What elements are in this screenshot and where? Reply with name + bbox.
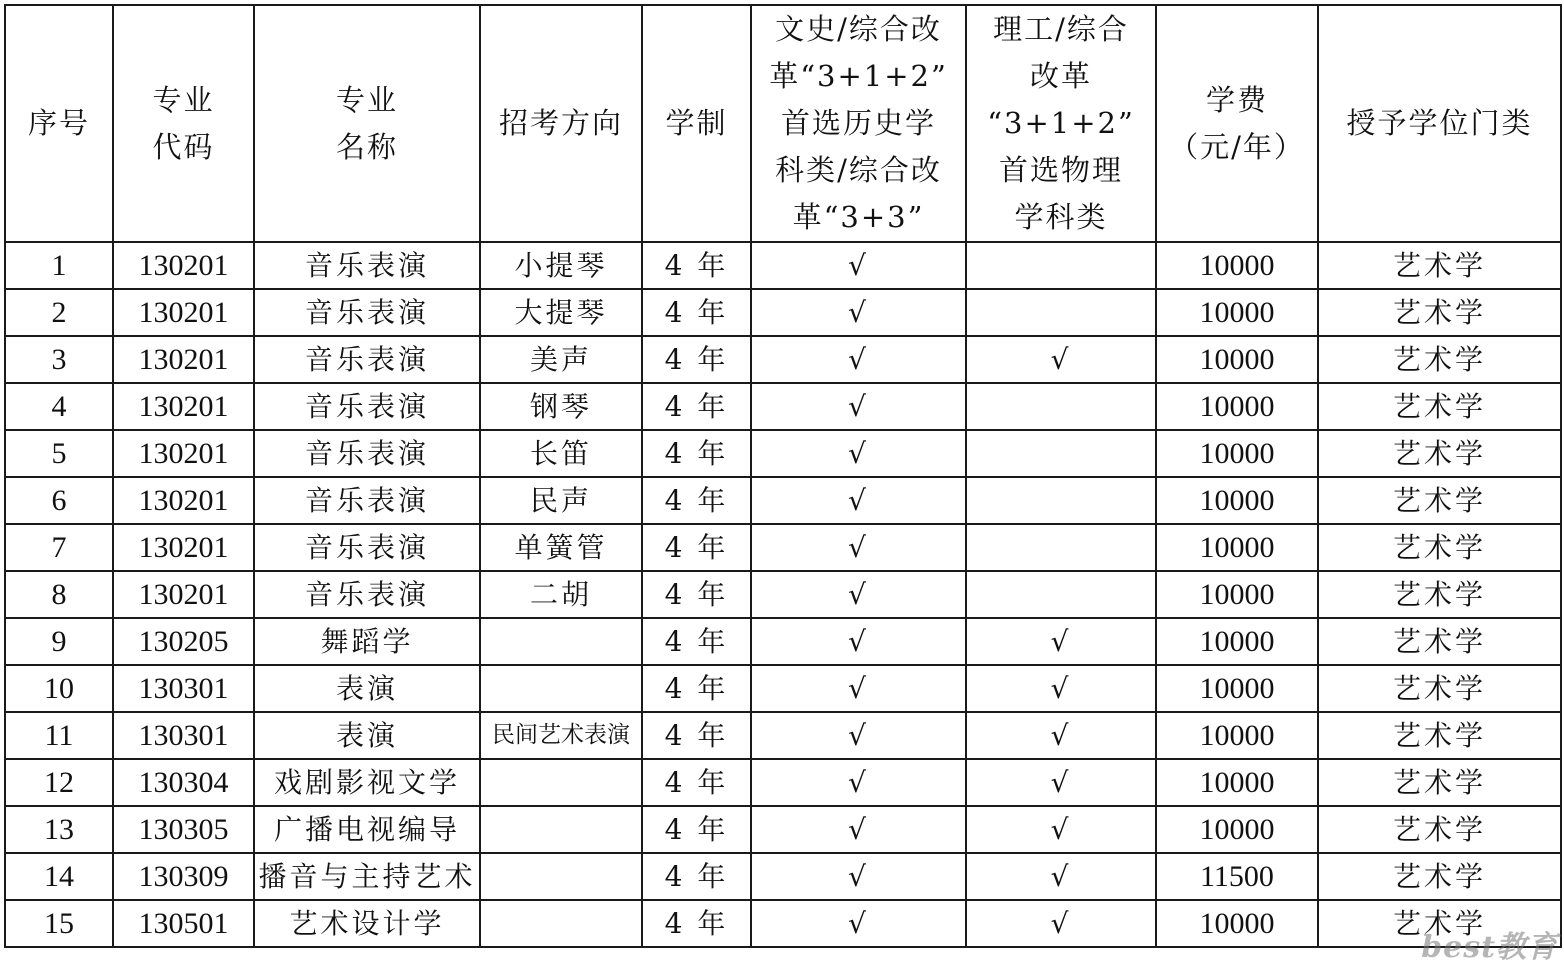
cell-history-check: √ <box>751 712 966 759</box>
cell-name: 戏剧影视文学 <box>254 759 480 806</box>
cell-code: 130201 <box>113 336 254 383</box>
cell-degree: 艺术学 <box>1318 524 1561 571</box>
cell-history-check: √ <box>751 853 966 900</box>
cell-direction <box>480 853 642 900</box>
cell-code: 130201 <box>113 477 254 524</box>
cell-degree: 艺术学 <box>1318 853 1561 900</box>
cell-years: 4 年 <box>642 571 751 618</box>
header-line: 学科类 <box>1014 200 1108 234</box>
cell-code: 130501 <box>113 900 254 947</box>
cell-direction: 美声 <box>480 336 642 383</box>
cell-degree: 艺术学 <box>1318 618 1561 665</box>
cell-direction: 单簧管 <box>480 524 642 571</box>
cell-no: 12 <box>5 759 113 806</box>
header-line: 首选历史学 <box>780 106 936 140</box>
cell-direction <box>480 806 642 853</box>
cell-name: 音乐表演 <box>254 524 480 571</box>
cell-code: 130201 <box>113 289 254 336</box>
table-row <box>5 336 1561 383</box>
table-row <box>5 477 1561 524</box>
cell-years: 4 年 <box>642 853 751 900</box>
cell-fee: 10000 <box>1156 665 1318 712</box>
header-line: 学制 <box>665 106 728 140</box>
cell-physics-check <box>966 524 1156 571</box>
cell-years: 4 年 <box>642 430 751 477</box>
cell-physics-check: √ <box>966 806 1156 853</box>
header-line: 科类/综合改 <box>775 153 942 187</box>
cell-years: 4 年 <box>642 712 751 759</box>
header-line: 招考方向 <box>498 106 623 140</box>
cell-physics-check <box>966 289 1156 336</box>
cell-fee: 10000 <box>1156 477 1318 524</box>
table-row <box>5 383 1561 430</box>
cell-fee: 10000 <box>1156 430 1318 477</box>
cell-no: 2 <box>5 289 113 336</box>
cell-physics-check <box>966 571 1156 618</box>
cell-history-check: √ <box>751 477 966 524</box>
cell-years: 4 年 <box>642 900 751 947</box>
header-name <box>254 5 480 242</box>
cell-direction: 钢琴 <box>480 383 642 430</box>
cell-history-check: √ <box>751 524 966 571</box>
cell-years: 4 年 <box>642 524 751 571</box>
cell-direction <box>480 618 642 665</box>
cell-history-check: √ <box>751 806 966 853</box>
table-row <box>5 853 1561 900</box>
cell-physics-check: √ <box>966 712 1156 759</box>
cell-no: 4 <box>5 383 113 430</box>
cell-years: 4 年 <box>642 665 751 712</box>
header-line: 理工/综合 <box>993 12 1129 46</box>
cell-years: 4 年 <box>642 806 751 853</box>
cell-code: 130309 <box>113 853 254 900</box>
cell-no: 5 <box>5 430 113 477</box>
cell-code: 130201 <box>113 242 254 289</box>
cell-code: 130201 <box>113 524 254 571</box>
header-line: 专业 <box>152 82 215 117</box>
cell-physics-check <box>966 477 1156 524</box>
cell-fee: 10000 <box>1156 900 1318 947</box>
cell-years: 4 年 <box>642 242 751 289</box>
watermark: best教育 <box>1421 930 1558 965</box>
major-table <box>4 4 1562 948</box>
cell-degree: 艺术学 <box>1318 477 1561 524</box>
cell-physics-check <box>966 430 1156 477</box>
header-no <box>5 5 113 242</box>
header-line: 革“3+3” <box>792 200 925 234</box>
cell-code: 130201 <box>113 383 254 430</box>
cell-name: 播音与主持艺术 <box>254 853 480 900</box>
cell-degree: 艺术学 <box>1318 383 1561 430</box>
cell-name: 音乐表演 <box>254 383 480 430</box>
table-row <box>5 524 1561 571</box>
header-line: 专业 <box>335 82 398 117</box>
cell-physics-check: √ <box>966 900 1156 947</box>
cell-no: 9 <box>5 618 113 665</box>
cell-history-check: √ <box>751 430 966 477</box>
cell-direction: 二胡 <box>480 571 642 618</box>
cell-years: 4 年 <box>642 336 751 383</box>
cell-degree: 艺术学 <box>1318 900 1561 947</box>
cell-direction: 长笛 <box>480 430 642 477</box>
header-degree <box>1318 5 1561 242</box>
cell-name: 表演 <box>254 665 480 712</box>
header-line: 文史/综合改 <box>775 12 942 46</box>
cell-code: 130301 <box>113 712 254 759</box>
cell-years: 4 年 <box>642 759 751 806</box>
cell-name: 舞蹈学 <box>254 618 480 665</box>
cell-no: 3 <box>5 336 113 383</box>
cell-direction: 大提琴 <box>480 289 642 336</box>
cell-years: 4 年 <box>642 383 751 430</box>
cell-degree: 艺术学 <box>1318 430 1561 477</box>
cell-years: 4 年 <box>642 477 751 524</box>
header-line: 首选物理 <box>998 153 1123 187</box>
header-line: 授予学位门类 <box>1346 106 1533 140</box>
header-line: 名称 <box>335 129 398 164</box>
cell-no: 6 <box>5 477 113 524</box>
table-row <box>5 430 1561 477</box>
cell-physics-check <box>966 242 1156 289</box>
cell-physics-check: √ <box>966 665 1156 712</box>
cell-history-check: √ <box>751 336 966 383</box>
cell-no: 8 <box>5 571 113 618</box>
table-row <box>5 712 1561 759</box>
header-code <box>113 5 254 242</box>
header-line: （元/年） <box>1169 129 1305 164</box>
cell-history-check: √ <box>751 759 966 806</box>
table-row <box>5 289 1561 336</box>
table-row <box>5 900 1561 947</box>
cell-no: 11 <box>5 712 113 759</box>
cell-code: 130205 <box>113 618 254 665</box>
cell-fee: 10000 <box>1156 571 1318 618</box>
cell-degree: 艺术学 <box>1318 571 1561 618</box>
table-row <box>5 759 1561 806</box>
cell-fee: 10000 <box>1156 289 1318 336</box>
cell-history-check: √ <box>751 383 966 430</box>
header-line: 学费 <box>1205 82 1268 117</box>
cell-name: 音乐表演 <box>254 477 480 524</box>
cell-fee: 10000 <box>1156 712 1318 759</box>
cell-history-check: √ <box>751 571 966 618</box>
header-line: 代码 <box>152 129 215 164</box>
cell-history-check: √ <box>751 900 966 947</box>
cell-name: 广播电视编导 <box>254 806 480 853</box>
cell-physics-check: √ <box>966 336 1156 383</box>
table-row <box>5 571 1561 618</box>
cell-direction <box>480 665 642 712</box>
cell-degree: 艺术学 <box>1318 665 1561 712</box>
header-physics <box>966 5 1156 242</box>
cell-name: 音乐表演 <box>254 430 480 477</box>
table-row <box>5 806 1561 853</box>
cell-fee: 10000 <box>1156 524 1318 571</box>
cell-degree: 艺术学 <box>1318 289 1561 336</box>
cell-history-check: √ <box>751 242 966 289</box>
cell-physics-check: √ <box>966 759 1156 806</box>
table-row <box>5 665 1561 712</box>
cell-degree: 艺术学 <box>1318 806 1561 853</box>
cell-code: 130304 <box>113 759 254 806</box>
header-line: “3+1+2” <box>987 106 1135 140</box>
cell-no: 13 <box>5 806 113 853</box>
header-line: 改革 <box>1029 59 1092 93</box>
cell-history-check: √ <box>751 289 966 336</box>
header-fee <box>1156 5 1318 242</box>
cell-fee: 10000 <box>1156 806 1318 853</box>
cell-fee: 10000 <box>1156 759 1318 806</box>
cell-direction <box>480 900 642 947</box>
header-line: 序号 <box>27 106 90 140</box>
cell-code: 130305 <box>113 806 254 853</box>
cell-name: 音乐表演 <box>254 289 480 336</box>
header-direction <box>480 5 642 242</box>
cell-history-check: √ <box>751 665 966 712</box>
cell-direction: 民声 <box>480 477 642 524</box>
table-row <box>5 618 1561 665</box>
cell-physics-check <box>966 383 1156 430</box>
cell-direction <box>480 759 642 806</box>
cell-no: 14 <box>5 853 113 900</box>
cell-no: 10 <box>5 665 113 712</box>
header-history <box>751 5 966 242</box>
cell-degree: 艺术学 <box>1318 712 1561 759</box>
cell-fee: 10000 <box>1156 336 1318 383</box>
cell-fee: 10000 <box>1156 383 1318 430</box>
cell-name: 艺术设计学 <box>254 900 480 947</box>
cell-degree: 艺术学 <box>1318 242 1561 289</box>
cell-name: 音乐表演 <box>254 336 480 383</box>
cell-years: 4 年 <box>642 618 751 665</box>
cell-code: 130301 <box>113 665 254 712</box>
cell-years: 4 年 <box>642 289 751 336</box>
cell-no: 7 <box>5 524 113 571</box>
header-line: 革“3+1+2” <box>769 59 948 93</box>
cell-name: 表演 <box>254 712 480 759</box>
cell-name: 音乐表演 <box>254 571 480 618</box>
cell-no: 1 <box>5 242 113 289</box>
cell-fee: 10000 <box>1156 242 1318 289</box>
cell-degree: 艺术学 <box>1318 336 1561 383</box>
table-body <box>5 242 1561 947</box>
cell-fee: 11500 <box>1156 853 1318 900</box>
cell-physics-check: √ <box>966 618 1156 665</box>
header-years <box>642 5 751 242</box>
cell-name: 音乐表演 <box>254 242 480 289</box>
cell-direction: 小提琴 <box>480 242 642 289</box>
table-row <box>5 242 1561 289</box>
header-row <box>5 5 1561 242</box>
cell-code: 130201 <box>113 430 254 477</box>
cell-fee: 10000 <box>1156 618 1318 665</box>
cell-no: 15 <box>5 900 113 947</box>
cell-code: 130201 <box>113 571 254 618</box>
cell-history-check: √ <box>751 618 966 665</box>
cell-degree: 艺术学 <box>1318 759 1561 806</box>
cell-physics-check: √ <box>966 853 1156 900</box>
cell-direction: 民间艺术表演 <box>480 712 642 759</box>
